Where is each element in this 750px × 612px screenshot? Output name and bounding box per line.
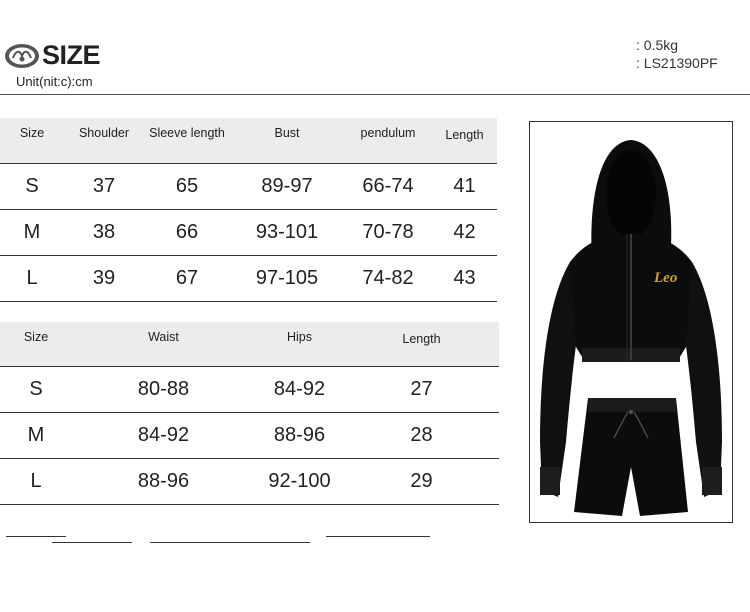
- table-cell: 84-92: [72, 412, 255, 458]
- table-cell: 37: [64, 163, 144, 209]
- sku-value: : LS21390PF: [636, 55, 718, 71]
- table-cell: 27: [344, 366, 499, 412]
- unit-label: Unit(nit:c):cm: [16, 74, 93, 89]
- table-cell: S: [0, 366, 72, 412]
- table-cell: 80-88: [72, 366, 255, 412]
- weight-value: : 0.5kg: [636, 37, 679, 53]
- page-title: SIZE: [42, 40, 101, 70]
- col-header: Shoulder: [64, 118, 144, 163]
- table-row: [0, 458, 499, 504]
- tracksuit-illustration: [530, 122, 732, 522]
- table-cell: M: [0, 209, 64, 255]
- col-header: Size: [0, 118, 64, 163]
- table-cell: 92-100: [255, 458, 344, 504]
- table-cell: 42: [432, 209, 497, 255]
- table-cell: 29: [344, 458, 499, 504]
- table-cell: 39: [64, 255, 144, 301]
- table-cell: 38: [64, 209, 144, 255]
- table-cell: 93-101: [230, 209, 344, 255]
- table-cell: 66-74: [344, 163, 432, 209]
- table-row: [0, 163, 497, 209]
- top-size-table: [0, 118, 497, 302]
- col-header: Length: [344, 322, 499, 366]
- table-cell: 41: [432, 163, 497, 209]
- table-cell: 43: [432, 255, 497, 301]
- table-row: [0, 209, 497, 255]
- table-cell: S: [0, 163, 64, 209]
- table-cell: L: [0, 255, 64, 301]
- table-cell: 67: [144, 255, 230, 301]
- table-row: [0, 366, 499, 412]
- footer-divider: [52, 542, 132, 543]
- table-cell: 88-96: [255, 412, 344, 458]
- table-cell: L: [0, 458, 72, 504]
- table-cell: 28: [344, 412, 499, 458]
- footer-divider: [326, 536, 430, 537]
- table-cell: 74-82: [344, 255, 432, 301]
- header: [0, 0, 750, 95]
- table-cell: 84-92: [255, 366, 344, 412]
- col-header: pendulum: [344, 118, 432, 163]
- table-header-row: [0, 322, 499, 366]
- table-header-row: [0, 118, 497, 163]
- product-info: [636, 36, 718, 72]
- col-header: Hips: [255, 322, 344, 366]
- table-cell: 66: [144, 209, 230, 255]
- bottom-size-table: [0, 322, 499, 505]
- leo-logo-text: Leo: [654, 270, 678, 286]
- table-cell: 88-96: [72, 458, 255, 504]
- table-cell: 89-97: [230, 163, 344, 209]
- col-header: Size: [0, 322, 72, 366]
- col-header: Length: [432, 118, 497, 163]
- col-header: Bust: [230, 118, 344, 163]
- table-cell: M: [0, 412, 72, 458]
- product-photo: [529, 121, 733, 523]
- table-cell: 70-78: [344, 209, 432, 255]
- brand-logo-icon: [4, 42, 40, 70]
- table-cell: 97-105: [230, 255, 344, 301]
- col-header: Waist: [72, 322, 255, 366]
- footer-divider: [6, 536, 66, 537]
- table-row: [0, 255, 497, 301]
- col-header: Sleeve length: [144, 118, 230, 163]
- table-cell: 65: [144, 163, 230, 209]
- table-row: [0, 412, 499, 458]
- footer-divider: [150, 542, 310, 543]
